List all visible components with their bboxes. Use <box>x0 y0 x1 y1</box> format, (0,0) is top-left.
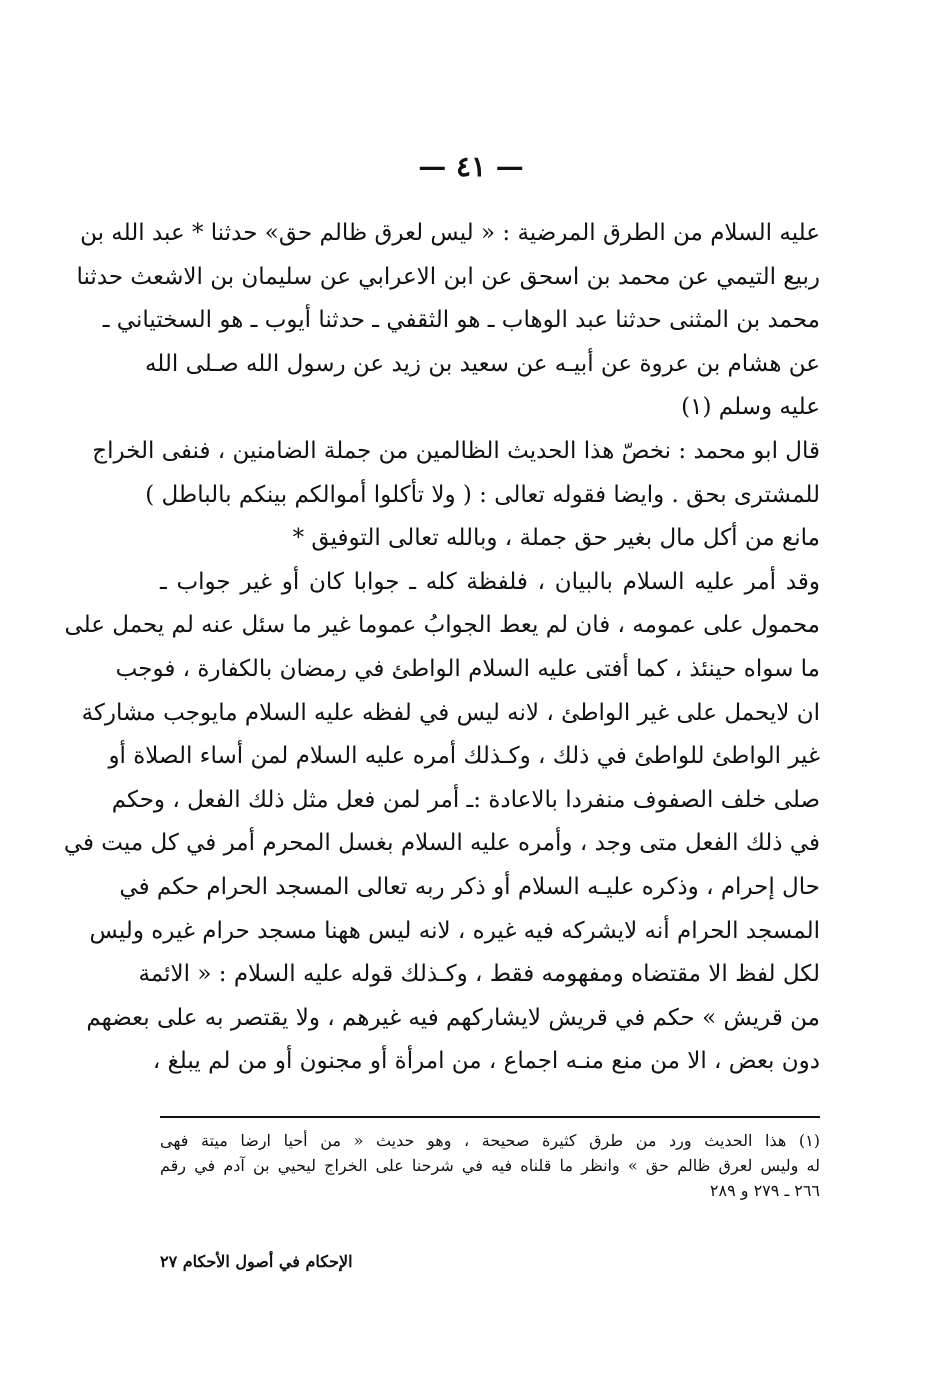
footnote-line: له وليس لعرق ظالم حق » وانظر ما قلناه فيه في شرحنا على الخراج ليحيي بن آدم في رقم <box>160 1156 820 1175</box>
text-line: في ذلك الفعل متى وجد ، وأمره عليه السلام بغسل المحرم أمر في كل ميت في <box>63 830 820 857</box>
text-line: ربيع التيمي عن محمد بن اسحق عن ابن الاعرابي عن سليمان بن الاشعث حدثنا <box>76 263 820 290</box>
text-line: غير الواطئ للواطئ في ذلك ، وكـذلك أمره عليه السلام لمن أساء الصلاة أو <box>108 743 820 770</box>
text-line: المسجد الحرام أنه لايشركه فيه غيره ، لانه ليس ههنا مسجد حرام غيره وليس <box>89 917 820 944</box>
text-line: من قريش » حكم في قريش لايشاركهم فيه غيرهم ، ولا يقتصر به على بعضهم <box>86 1004 820 1031</box>
text-line: ان لايحمل على غير الواطئ ، لانه ليس في لفظه عليه السلام مايوجب مشاركة <box>81 699 820 726</box>
running-footer: الإحكام في أصول الأحكام ٢٧ <box>160 1252 353 1271</box>
main-text <box>63 212 820 1084</box>
footnote-line: (١) هذا الحديث ورد من طرق كثيرة صحيحة ، وهو حديث « من أحيا ارضا ميتة فهى <box>160 1131 820 1150</box>
text-line: مانع من أكل مال بغير حق جملة ، وبالله تعالى التوفيق * <box>292 525 820 552</box>
text-line: دون بعض ، الا من منع منـه اجماع ، من امرأة أو مجنون أو من لم يبلغ ، <box>152 1048 820 1075</box>
text-line: صلى خلف الصفوف منفردا بالاعادة :ـ أمر لمن فعل مثل ذلك الفعل ، وحكم <box>111 786 820 813</box>
text-line: حال إحرام ، وذكره عليـه السلام أو ذكر ربه تعالى المسجد الحرام حكم في <box>119 873 820 900</box>
text-line: عليه وسلم (١) <box>681 394 820 421</box>
footnote-divider <box>160 1116 820 1118</box>
footnotes <box>160 1128 820 1203</box>
text-line: قال ابو محمد : نخصّ هذا الحديث الظالمين من جملة الضامنين ، فنفى الخراج <box>92 437 820 464</box>
text-line: للمشترى بحق . وايضا فقوله تعالى : ( ولا تأكلوا أموالكم بينكم بالباطل ) <box>145 481 820 508</box>
text-line: عن هشام بن عروة عن أبيـه عن سعيد بن زيد عن رسول الله صـلى الله <box>144 350 820 377</box>
text-line: لكل لفظ الا مقتضاه ومفهومه فقط ، وكـذلك قوله عليه السلام : « الائمة <box>138 961 820 988</box>
page-number: — ٤١ — <box>418 150 524 183</box>
text-line: ما سواه حينئذ ، كما أفتى عليه السلام الواطئ في رمضان بالكفارة ، فوجب <box>115 655 820 682</box>
text-line: محمد بن المثنى حدثنا عبد الوهاب ـ هو الثقفي ـ حدثنا أيوب ـ هو السختياني ـ <box>102 307 820 334</box>
text-line: عليه السلام من الطرق المرضية : « ليس لعرق ظالم حق» حدثنا * عبد الله بن <box>80 220 820 246</box>
footnote-line: ٢٦٦ ـ ٢٧٩ و ٢٨٩ <box>709 1181 820 1200</box>
text-line: محمول على عمومه ، فان لم يعط الجوابُ عموما غير ما سئل عنه لم يحمل على <box>64 612 820 639</box>
text-line: وقد أمر عليه السلام بالبيان ، فلفظة كله ـ جوابا كان أو غير جواب ـ <box>160 568 820 595</box>
